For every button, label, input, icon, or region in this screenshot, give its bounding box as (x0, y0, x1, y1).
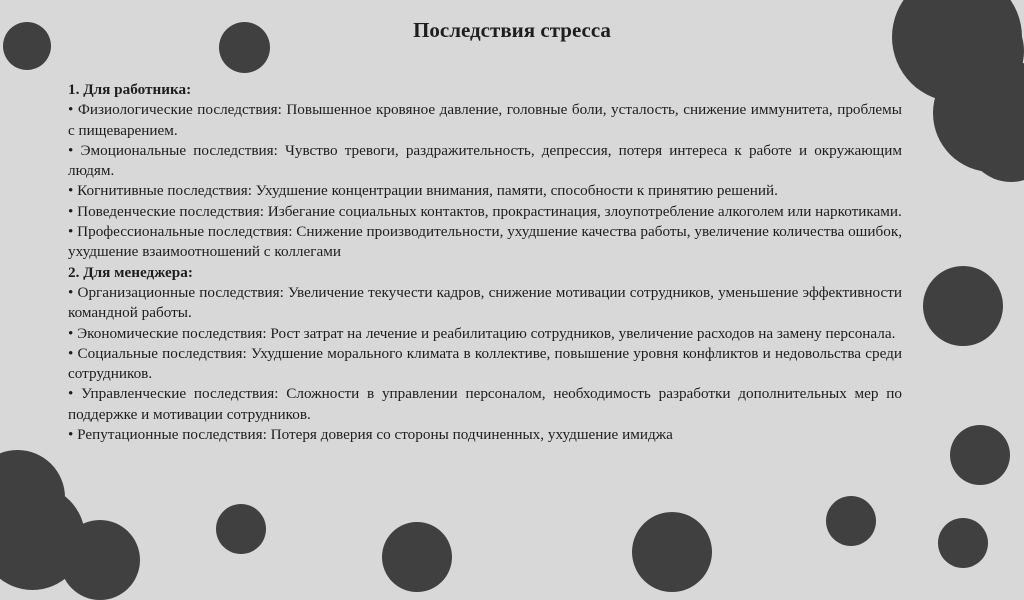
decorative-dot (938, 518, 988, 568)
section-heading-employee: 1. Для работника: (68, 81, 192, 98)
section-heading-manager: 2. Для менеджера: (68, 263, 193, 281)
decorative-dot (950, 425, 1010, 485)
list-item: • Профессиональные последствия: Снижение производительности, ухудшение качества работы, увеличение количества ошибок, ухудшение взаимоотношений с коллегами (68, 223, 902, 261)
list-item: • Эмоциональные последствия: Чувство тревоги, раздражительность, депрессия, потеря интереса к работе и окружающим людям. (68, 141, 902, 180)
list-item: • Организационные последствия: Увеличение текучести кадров, снижение мотивации сотрудников, уменьшение эффективности командной работы. (68, 283, 902, 322)
list-item: • Управленческие последствия: Сложности в управлении персоналом, необходимость разработки дополнительных мер по поддержке и мотивации сотрудников. (68, 385, 902, 423)
content-body (68, 80, 902, 445)
list-item: • Когнитивные последствия: Ухудшение концентрации внимания, памяти, способности к принятию решений. (68, 182, 778, 200)
list-item: • Экономические последствия: Рост затрат на лечение и реабилитацию сотрудников, увеличение расходов на замену персонала. (68, 324, 896, 342)
list-item: • Социальные последствия: Ухудшение морального климата в коллективе, повышение уровня конфликтов и недовольства среди сотрудников. (68, 344, 902, 383)
page-title: Последствия стресса (413, 18, 611, 42)
decorative-dot (923, 266, 1003, 346)
list-item: • Репутационные последствия: Потеря доверия со стороны подчиненных, ухудшение имиджа (68, 426, 673, 444)
list-item: • Физиологические последствия: Повышенное кровяное давление, головные боли, усталость, снижение иммунитета, проблемы с пищеварением. (68, 101, 902, 139)
decorative-dot (60, 520, 140, 600)
decorative-dot (826, 496, 876, 546)
list-item: • Поведенческие последствия: Избегание социальных контактов, прокрастинация, злоупотребление алкоголем или наркотиками. (68, 202, 902, 220)
decorative-dot (632, 512, 712, 592)
decorative-dot (216, 504, 266, 554)
decorative-dot (382, 522, 452, 592)
